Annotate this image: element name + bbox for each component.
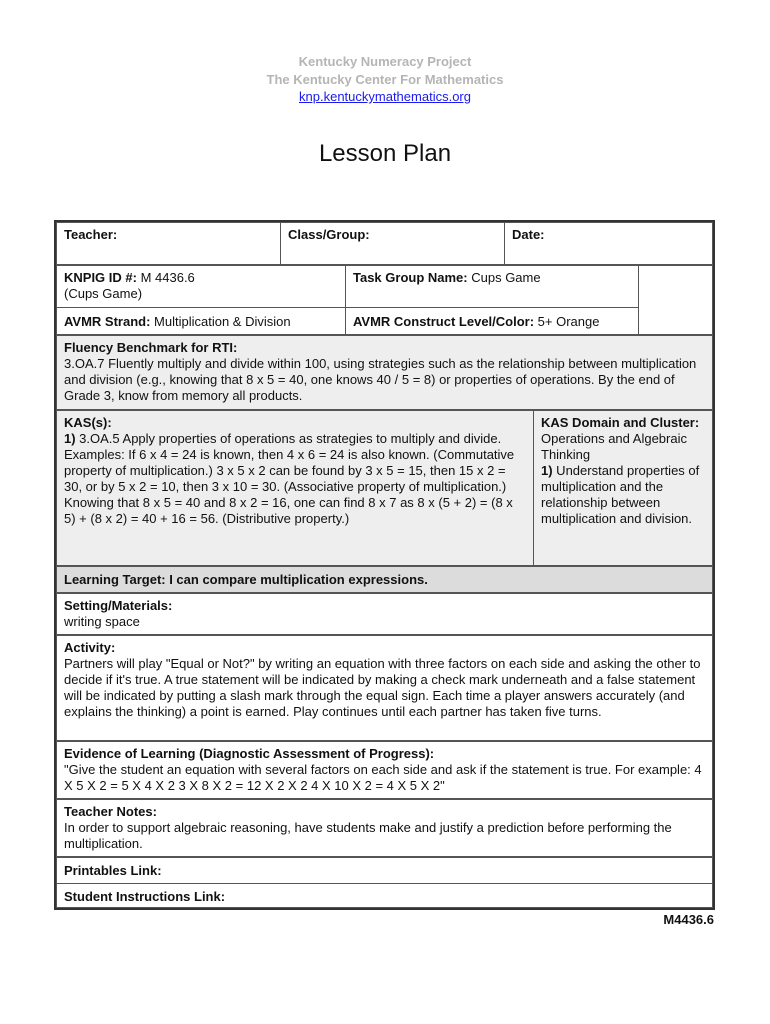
kas-domain-text: Operations and Algebraic Thinking — [541, 431, 687, 462]
printables-label: Printables Link: — [64, 863, 162, 878]
fluency-cell — [56, 335, 713, 410]
evidence-text: "Give the student an equation with several factors on each side and ask if the statement is true. For example: 4 X 5 X 2 = 5 X 4 X 2 3 X 8 X 2 = 12 X 2 X 2 4 X 10 X 2 = 4 X 5 X 2" — [64, 762, 702, 793]
setting-cell — [56, 593, 713, 635]
avmr-strand-value: Multiplication & Division — [150, 314, 291, 329]
knpig-sub: (Cups Game) — [64, 286, 143, 301]
kas-text: 3.OA.5 Apply properties of operations as strategies to multiply and divide. Examples: If 6 x 4 = 24 is known, then 4 x 6 = 24 is also known. (Commutative property of multiplication.) 3 x 5 x 2 can be found by 3 x 5 = 15, then 15 x 2 = 30, or by 5 x 2 = 10, then 3 x 10 = 30. (Associative property of multiplication.) Knowing that 8 x 5 = 40 and 8 x 2 = 16, one can find 8 x 7 as 8 x (5 + 2) = (8 x 5) + (8 x 2) = 40 + 16 = 56. (Distributive property.) — [64, 431, 515, 526]
page-title: Lesson Plan — [318, 140, 452, 167]
kas-label: KAS(s): — [64, 415, 112, 430]
teacher-notes-label: Teacher Notes: — [64, 804, 157, 819]
avmr-construct-label: AVMR Construct Level/Color: — [353, 314, 535, 329]
fluency-label: Fluency Benchmark for RTI: — [64, 340, 238, 355]
evidence-label: Evidence of Learning (Diagnostic Assessment of Progress): — [64, 746, 435, 761]
org-name: Kentucky Numeracy Project — [298, 54, 472, 69]
class-group-cell — [280, 222, 505, 265]
kas-num: 1) — [64, 431, 76, 446]
teacher-notes-cell — [56, 799, 713, 857]
avmr-construct-cell — [345, 307, 639, 335]
kas-cluster-text: Understand properties of multiplication and the relationship between multiplication and division. — [541, 463, 700, 526]
avmr-strand-cell — [56, 307, 346, 335]
class-group-label: Class/Group: — [288, 227, 370, 242]
task-group-cell — [345, 265, 639, 308]
knpig-value: M 4436.6 — [136, 270, 195, 285]
task-group-label: Task Group Name: — [353, 270, 468, 285]
kas-domain-cell — [533, 410, 713, 566]
website-link[interactable]: knp.kentuckymathematics.org — [299, 89, 471, 104]
knpig-label: KNPIG ID #: — [64, 270, 137, 285]
fluency-text: 3.OA.7 Fluently multiply and divide within 100, using strategies such as the relationship between multiplication and division (e.g., knowing that 8 x 5 = 40, one knows 40 / 5 = 8) or properties of operations. By the end of Grade 3, know from memory all products. — [64, 356, 697, 403]
evidence-cell — [56, 741, 713, 799]
setting-text: writing space — [64, 614, 140, 629]
knpig-cell — [56, 265, 346, 308]
avmr-construct-value: 5+ Orange — [534, 314, 600, 329]
student-instructions-label: Student Instructions Link: — [64, 889, 226, 904]
learning-target-cell — [56, 566, 713, 593]
avmr-strand-label: AVMR Strand: — [64, 314, 151, 329]
printables-cell — [56, 857, 713, 884]
student-instructions-cell — [56, 883, 713, 908]
teacher-label: Teacher: — [64, 227, 118, 242]
kas-domain-label: KAS Domain and Cluster: — [541, 415, 700, 430]
date-cell — [504, 222, 713, 265]
setting-label: Setting/Materials: — [64, 598, 173, 613]
activity-label: Activity: — [64, 640, 116, 655]
kas-cluster-num: 1) — [541, 463, 553, 478]
activity-cell — [56, 635, 713, 741]
task-group-value: Cups Game — [467, 270, 541, 285]
teacher-cell — [56, 222, 281, 265]
blank-cell — [638, 265, 713, 335]
center-name: The Kentucky Center For Mathematics — [266, 72, 504, 87]
activity-text: Partners will play "Equal or Not?" by writing an equation with three factors on each side and asking the other to decide if it's true. A true statement will be indicated by making a check mark underneath and a false statement will be indicated by putting a slash mark through the equal sign. Each time a player answers accurately (and explains the thinking) a point is earned. Play continues until each partner has taken five turns. — [64, 656, 701, 719]
learning-target-text: Learning Target: I can compare multiplication expressions. — [64, 572, 428, 587]
teacher-notes-text: In order to support algebraic reasoning, have students make and justify a prediction before performing the multiplication. — [64, 820, 672, 851]
date-label: Date: — [512, 227, 545, 242]
document-id: M4436.6 — [663, 912, 714, 927]
kas-cell — [56, 410, 534, 566]
